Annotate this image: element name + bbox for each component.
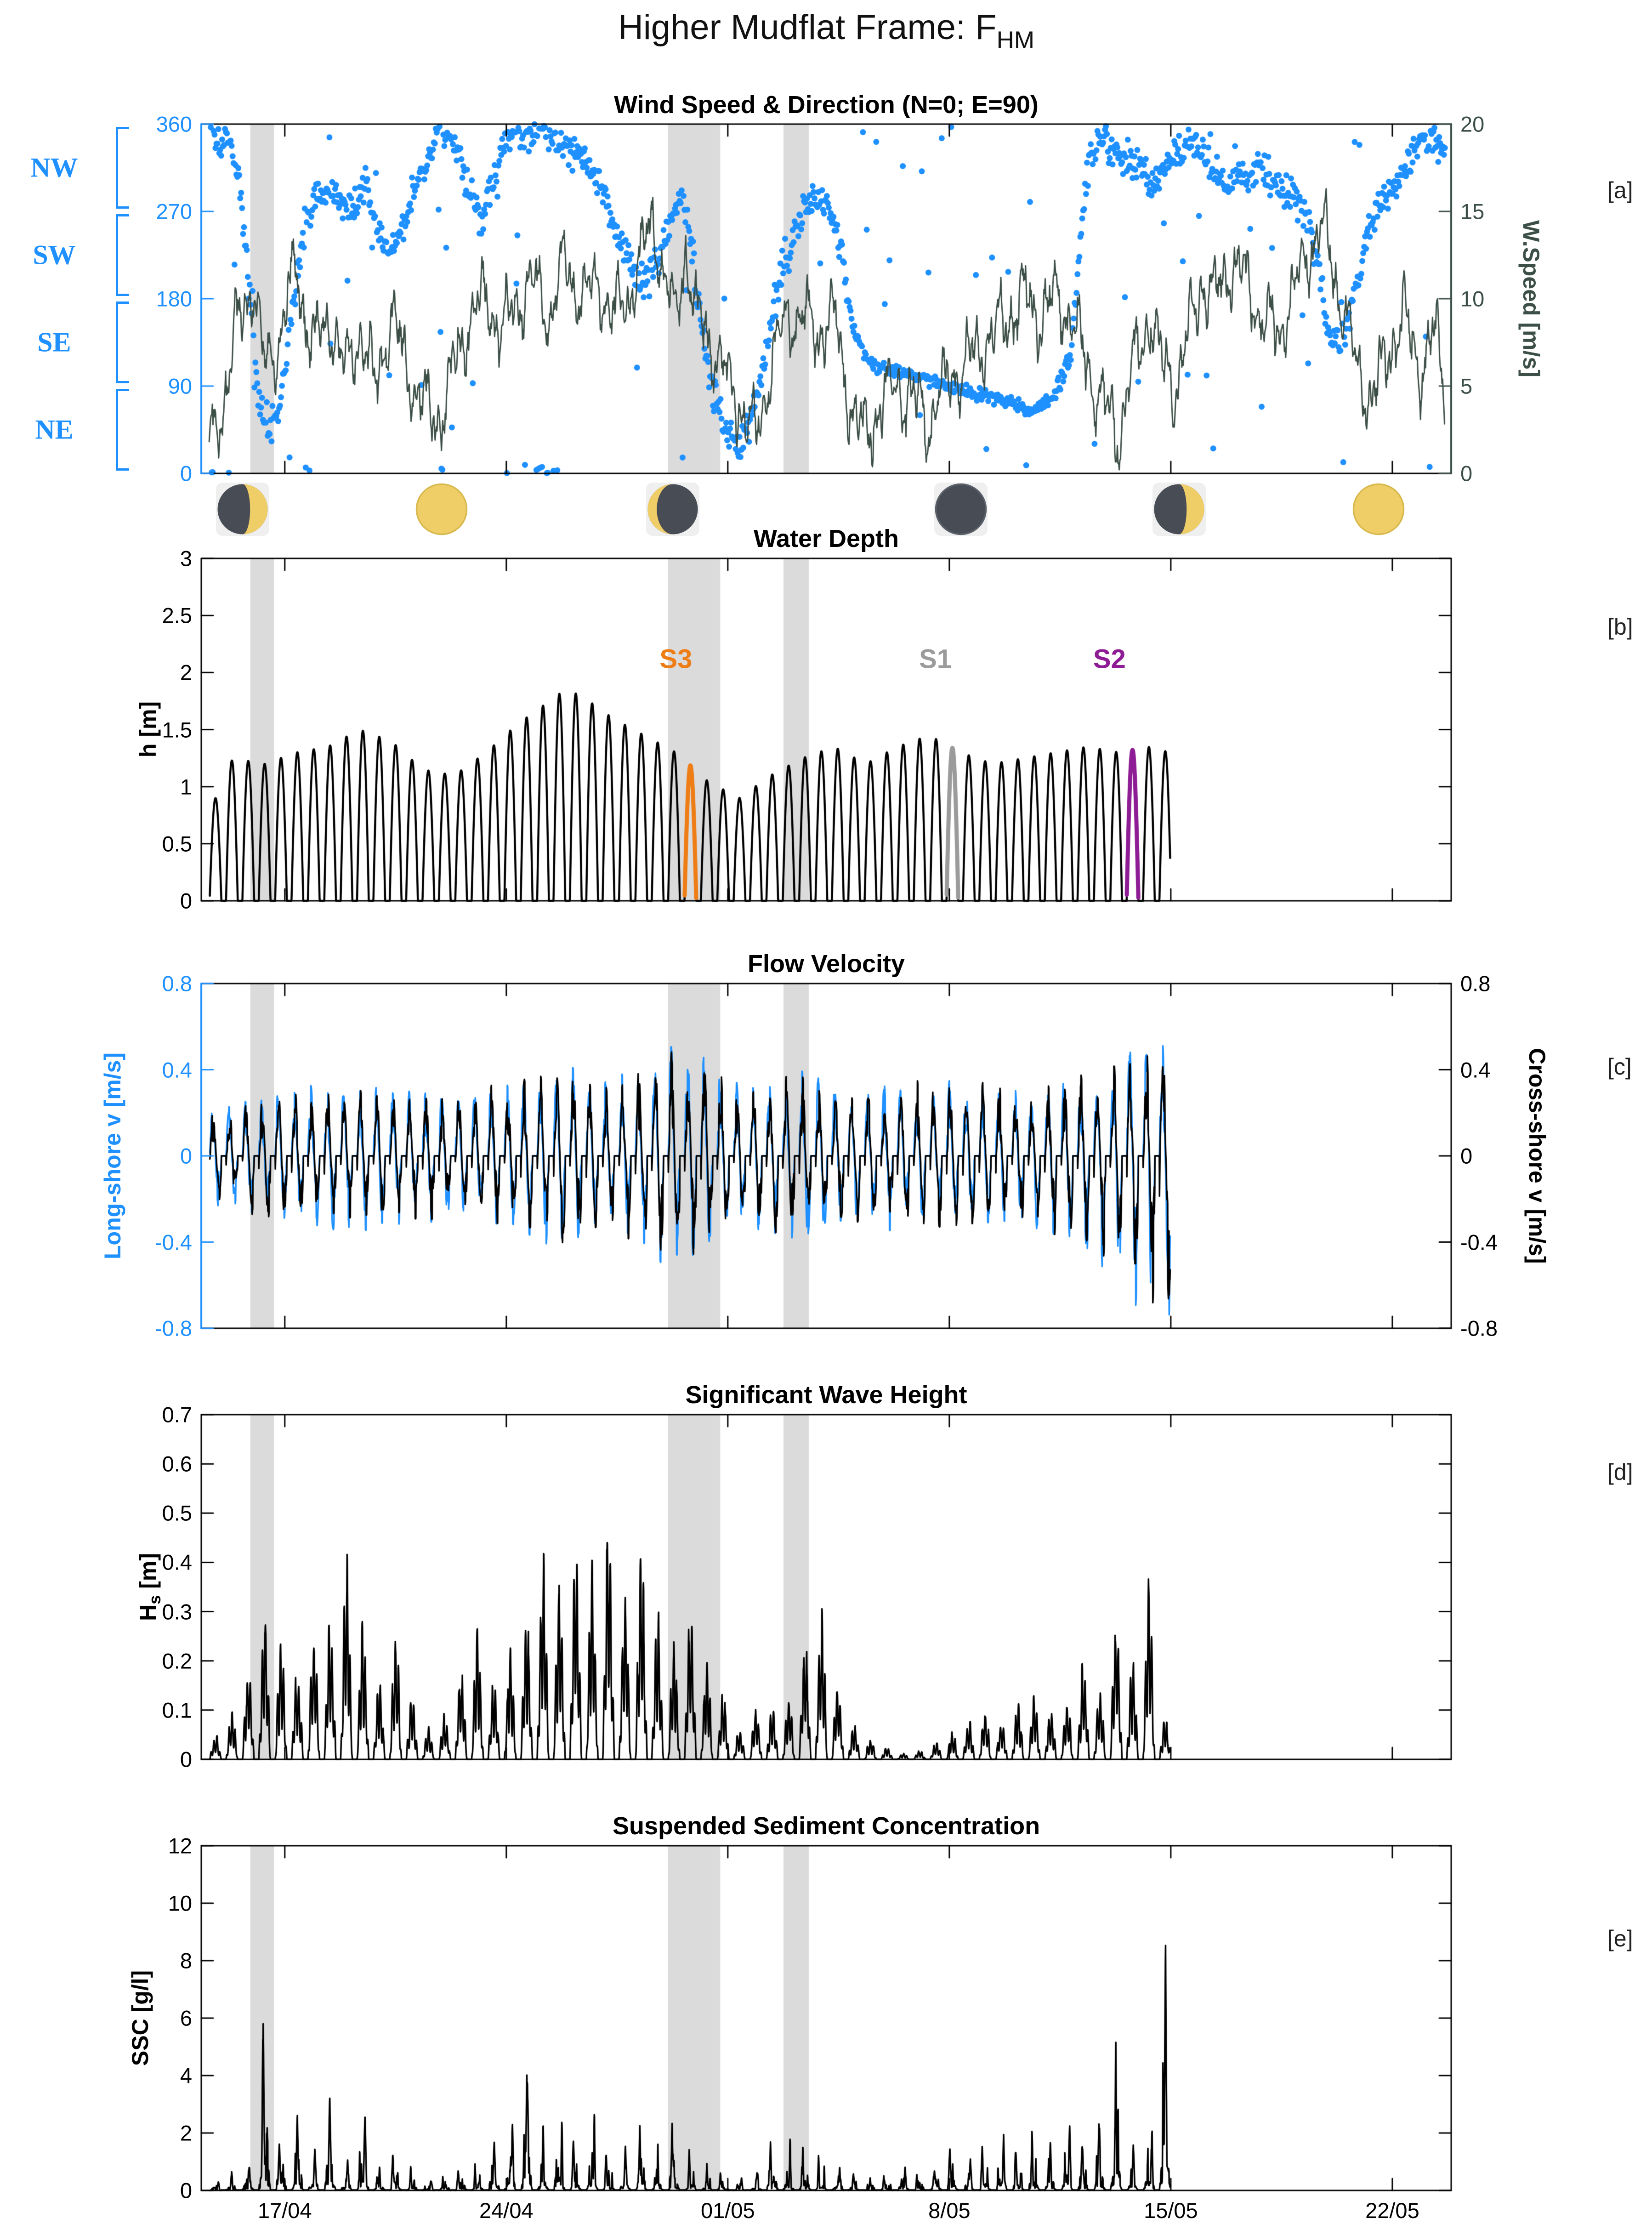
panel-e-title: Suspended Sediment Concentration [612,1812,1040,1840]
crossshore-tick-label: -0.8 [1460,1316,1498,1341]
wave-height-tick-label: 0.2 [162,1649,192,1673]
crossshore-tick-label: 0.8 [1460,971,1491,996]
compass-label-ne: NE [35,414,74,445]
water-depth-tick-label: 2 [180,660,192,685]
moon-phase-icon-quarter-right [216,483,269,536]
x-axis-tick-label: 8/05 [928,2198,971,2223]
wind-direction-tick-label: 270 [156,199,192,224]
x-axis-tick-label: 15/05 [1144,2198,1198,2223]
wind-speed-axis-label: W.Speed [m/s] [1518,220,1544,377]
wind-direction-tick-label: 180 [156,286,192,311]
wave-height-tick-label: 0.5 [162,1501,192,1525]
panel-c-title: Flow Velocity [747,950,905,978]
event-label-s3: S3 [659,644,693,674]
longshore-tick-label: 0.8 [162,971,192,996]
hs-label-sub: s [145,1595,164,1604]
wave-height-tick-label: 0.7 [162,1402,192,1427]
panel-d-tag: [d] [1607,1459,1633,1485]
wind-direction-tick-label: 0 [180,461,192,486]
moon-phase-icon-new [934,483,988,536]
ssc-tick-label: 4 [180,2063,192,2088]
water-depth-tick-label: 3 [180,546,192,571]
compass-bracket [116,127,129,209]
x-axis-tick-label: 24/04 [479,2198,534,2223]
wave-height-tick-label: 0 [180,1747,192,1772]
x-axis-tick-label: 22/05 [1365,2198,1419,2223]
moon-phase-icon-full [1352,483,1405,536]
longshore-tick-label: 0 [180,1143,192,1168]
ssc-tick-label: 8 [180,1948,192,1973]
wave-height-tick-label: 0.6 [162,1451,192,1476]
crossshore-tick-label: 0.4 [1460,1058,1491,1082]
water-depth-tick-label: 0 [180,888,192,913]
hs-label-post: [m] [135,1553,161,1595]
wind-direction-tick-label: 360 [156,112,192,137]
wave-height-tick-label: 0.4 [162,1550,192,1575]
ssc-tick-label: 6 [180,2006,192,2031]
compass-label-se: SE [37,327,71,358]
panel-e-tag: [e] [1607,1926,1633,1951]
hs-label-pre: H [135,1604,161,1621]
wind-speed-tick-label: 20 [1460,112,1485,137]
panel-a-tag: [a] [1607,177,1633,203]
wind-speed-tick-label: 10 [1460,286,1485,311]
ssc-tick-label: 0 [180,2178,192,2203]
longshore-tick-label: -0.8 [155,1316,192,1341]
longshore-axis-label: Long-shore v [m/s] [100,1052,125,1260]
ssc-tick-label: 10 [168,1891,192,1916]
figure-title [618,7,1035,54]
longshore-tick-label: -0.4 [155,1230,192,1254]
panel-b-title: Water Depth [753,525,899,552]
figure-title-text: Higher Mudflat Frame: F [618,8,997,47]
figure-title-subscript: HM [996,27,1035,54]
x-axis-tick-label: 17/04 [257,2198,312,2223]
moon-phase-icon-quarter-right [1152,483,1206,536]
panel-d-title: Significant Wave Height [685,1381,967,1409]
wind-speed-tick-label: 5 [1460,374,1473,398]
crossshore-tick-label: -0.4 [1460,1230,1498,1254]
compass-bracket [116,301,129,383]
ssc-tick-label: 2 [180,2121,192,2145]
water-depth-tick-label: 0.5 [162,831,192,856]
event-label-s2: S2 [1093,644,1126,674]
water-depth-tick-label: 1.5 [162,717,192,742]
water-depth-tick-label: 2.5 [162,603,192,628]
panel-a-title: Wind Speed & Direction (N=0; E=90) [614,91,1039,119]
ssc-axis-label: SSC [g/l] [127,1970,153,2066]
x-axis-tick-label: 01/05 [701,2198,755,2223]
moon-phase-icon-full [415,483,468,536]
wave-height-axis-label [135,1553,164,1621]
panel-b-tag: [b] [1607,614,1633,640]
wave-height-tick-label: 0.3 [162,1599,192,1624]
water-depth-axis-label: h [m] [135,701,161,758]
water-depth-tick-label: 1 [180,774,192,799]
crossshore-axis-label: Cross-shore v [m/s] [1524,1048,1550,1264]
compass-bracket [116,389,129,471]
wind-speed-tick-label: 15 [1460,199,1485,224]
compass-bracket [116,214,129,296]
compass-label-sw: SW [33,239,76,270]
compass-label-nw: NW [30,152,78,183]
wind-direction-tick-label: 90 [168,374,192,398]
panel-c-tag: [c] [1607,1054,1632,1080]
event-label-s1: S1 [919,644,952,674]
wind-speed-tick-label: 0 [1460,461,1473,486]
crossshore-tick-label: 0 [1460,1143,1473,1168]
ssc-tick-label: 12 [168,1833,192,1858]
moon-phase-icon-crescent-left [646,483,699,536]
longshore-tick-label: 0.4 [162,1058,192,1082]
wave-height-tick-label: 0.1 [162,1698,192,1723]
